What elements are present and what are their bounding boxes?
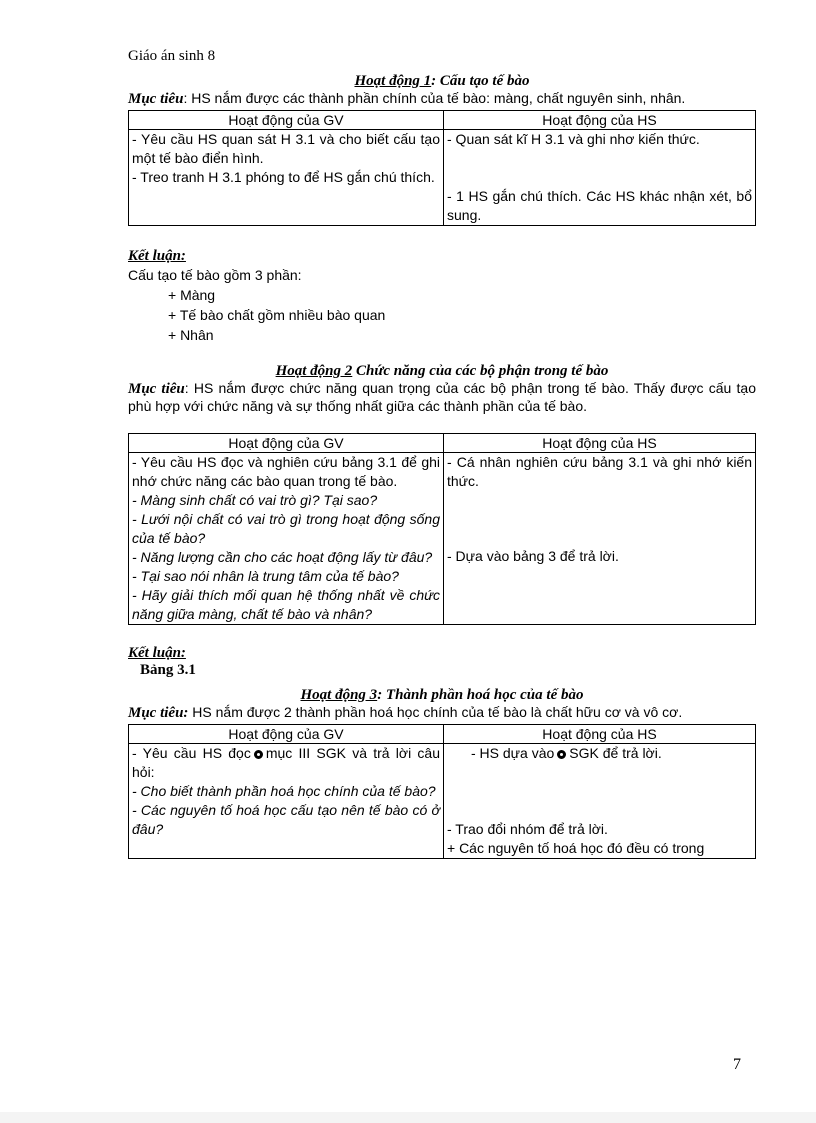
activity-3-title: Hoạt động 3: Thành phần hoá học của tế bào — [300, 687, 584, 703]
column-header-gv: Hoạt động của GV — [129, 725, 444, 744]
question: - Tại sao nói nhân là trung tâm của tế bào? — [132, 568, 399, 584]
activity-2-goal: Mục tiêu: HS nắm được chức năng quan trọng của các bộ phận trong tế bào. Thấy được cấu tạo phù hợp với chức năng và sự thống nhất giữa các thành phần của tế bào. — [128, 380, 756, 414]
document-header — [128, 48, 756, 65]
bullet-circle-icon — [254, 750, 263, 759]
question: - Hãy giải thích mối quan hệ thống nhất về chức năng giữa màng, chất tế bào và nhân? — [132, 587, 440, 622]
bullet-circle-icon — [557, 750, 566, 759]
column-header-hs: Hoạt động của HS — [444, 725, 756, 744]
question: - Lưới nội chất có vai trò gì trong hoạt động sống của tế bào? — [132, 511, 440, 546]
table-header-row — [129, 725, 756, 744]
activity-2-table — [128, 433, 756, 625]
column-header-hs: Hoạt động của HS — [444, 111, 756, 130]
gv-cell: - Yêu cầu HS quan sát H 3.1 và cho biết cấu tạo một tế bào điển hình. - Treo tranh H 3.1 phóng to để HS gắn chú thích. — [129, 130, 444, 226]
document-page — [128, 48, 756, 859]
question: - Màng sinh chất có vai trò gì? Tại sao? — [132, 492, 378, 508]
hs-cell: - HS dựa vào SGK để trả lời. - Trao đổi nhóm để trả lời. + Các nguyên tố hoá học đó đều có trong — [444, 744, 756, 859]
gv-cell: - Yêu cầu HS đọc và nghiên cứu bảng 3.1 để ghi nhớ chức năng các bào quan trong tế bào. - Màng sinh chất có vai trò gì? Tại sao? - Lưới nội chất có vai trò gì trong hoạt động sống của tế bào? - Năng lượng cần cho các hoạt động lấy từ đâu? - Tại sao nói nhân là trung tâm của tế bào? - Hãy giải thích mối quan hệ thống nhất về chức năng giữa màng, chất tế bào và nhân? — [129, 453, 444, 625]
column-header-hs: Hoạt động của HS — [444, 434, 756, 453]
gv-cell: - Yêu cầu HS đọc mục III SGK và trả lời câu hỏi: - Cho biết thành phần hoá học chính của tế bào? - Các nguyên tố hoá học cấu tạo nên tế bào có ở đâu? — [129, 744, 444, 859]
table-row — [129, 453, 756, 625]
conclusion-intro: Cấu tạo tế bào gồm 3 phần: — [128, 267, 302, 283]
activity-3-goal: Mục tiêu: HS nắm được 2 thành phần hoá học chính của tế bào là chất hữu cơ và vô cơ. — [128, 704, 683, 721]
conclusion-item: + Nhân — [168, 327, 214, 343]
activity-3-table — [128, 724, 756, 859]
conclusion-item: + Tế bào chất gồm nhiều bào quan — [168, 307, 386, 323]
activity-1-goal: Mục tiêu: HS nắm được các thành phần chính của tế bào: màng, chất nguyên sinh, nhân. — [128, 90, 686, 107]
activity-1-table — [128, 110, 756, 226]
table-row — [129, 130, 756, 226]
question: - Cho biết thành phần hoá học chính của tế bào? — [132, 783, 436, 799]
hs-cell: - Cá nhân nghiên cứu bảng 3.1 và ghi nhớ kiến thức. - Dựa vào bảng 3 để trả lời. — [444, 453, 756, 625]
column-header-gv: Hoạt động của GV — [129, 111, 444, 130]
table-header-row — [129, 434, 756, 453]
header-title: Giáo án sinh 8 — [128, 48, 216, 64]
conclusion-item: + Màng — [168, 287, 216, 303]
activity-1-title: Hoạt động 1: Cấu tạo tế bào — [354, 73, 530, 89]
page-bottom-edge — [0, 1112, 816, 1123]
table-reference: Bảng 3.1 — [140, 662, 196, 678]
column-header-gv: Hoạt động của GV — [129, 434, 444, 453]
activity-2-conclusion-label: Kết luận: — [128, 645, 186, 661]
table-row — [129, 744, 756, 859]
question: - Năng lượng cần cho các hoạt động lấy từ đâu? — [132, 549, 433, 565]
hs-cell: - Quan sát kĩ H 3.1 và ghi nhơ kiến thức. - 1 HS gắn chú thích. Các HS khác nhận xét, bổ sung. — [444, 130, 756, 226]
activity-2-title: Hoạt động 2 Chức năng của các bộ phận trong tế bào — [275, 363, 609, 379]
activity-1-conclusion-label: Kết luận: — [128, 248, 186, 264]
question: - Các nguyên tố hoá học cấu tạo nên tế bào có ở đâu? — [132, 802, 440, 837]
table-header-row — [129, 111, 756, 130]
page-number: 7 — [733, 1056, 741, 1073]
